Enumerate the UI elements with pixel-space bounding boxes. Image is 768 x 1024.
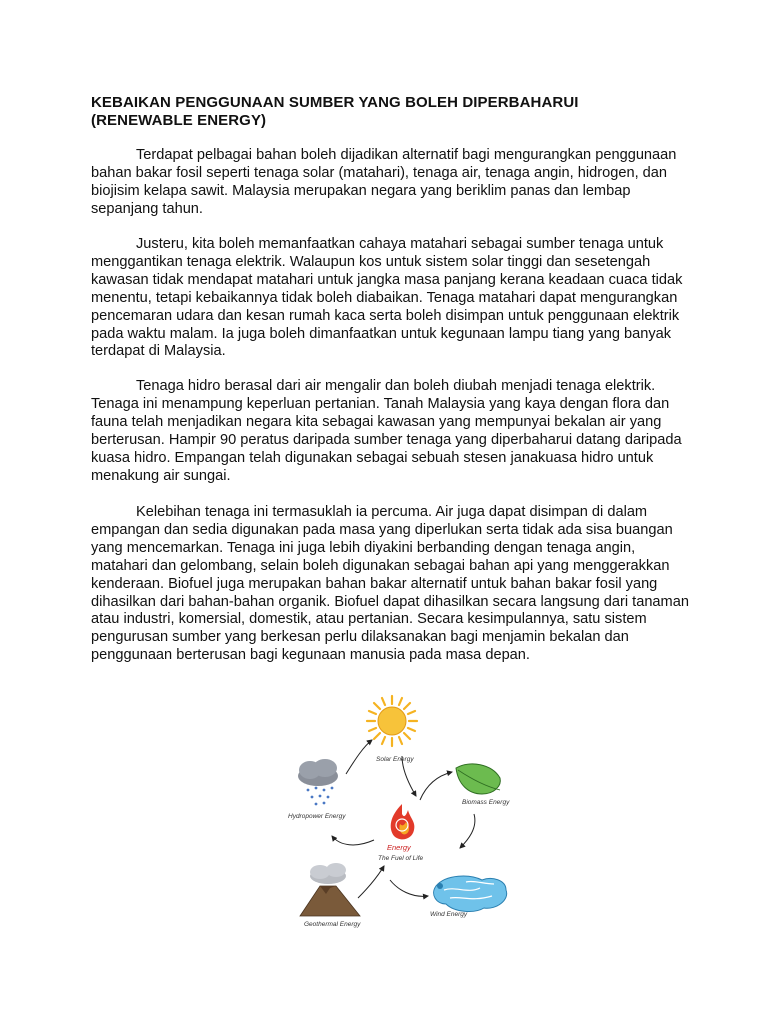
biomass-label: Biomass Energy (462, 799, 510, 806)
center-sublabel: The Fuel of Life (378, 855, 424, 862)
wind-icon (434, 876, 507, 911)
flame-icon (391, 804, 415, 839)
paragraph-3: Tenaga hidro berasal dari air mengalir dan boleh diubah menjadi tenaga elektrik. Tenaga ini menampung keperluan pertanian. Tanah Malaysia yang kaya dengan flora dan fauna telah menjadikan negara kita sebagai kawasan yang mempunyai bekalan air yang berterusan. Hampir 90 peratus daripada sumber tenaga yang diperbaharui datang daripada kuasa hidro. Empangan telah digunakan sebagai sebuah stesen janakuasa hidro untuk menakung air sungai. (91, 378, 682, 484)
sun-icon (367, 696, 417, 746)
arrow-geo-to-center (358, 866, 384, 898)
arrow-to-wind-bottom (390, 880, 428, 896)
renewable-energy-diagram (270, 690, 530, 940)
center-label: Energy (387, 843, 411, 852)
solar-label: Solar Energy (376, 756, 414, 763)
geothermal-label: Geothermal Energy (304, 921, 361, 928)
volcano-icon (300, 863, 360, 916)
paragraph-4: Kelebihan tenaga ini termasuklah ia percuma. Air juga dapat disimpan di dalam empangan dan sedia digunakan pada masa yang diperlukan serta tidak ada sisa buangan yang mencemarkan. Tenaga ini juga lebih diyakini berbanding dengan tenaga angin, matahari dan gelombang, selain boleh digunakan sebagai bahan api yang menggerakkan kenderaan. Biofuel juga merupakan bahan bakar alternatif untuk bahan bakar fosil yang dihasilkan dari bahan-bahan organik. Biofuel dapat dihasilkan secara langsung dari tanaman atau industri, komersial, domestik, atau pertanian. Secara kesimpulannya, satu sistem pengurusan sumber yang berkesan perlu dilaksanakan bagi menjamin bekalan dan penggunaan berterusan bagi kegunaan manusia pada masa depan. (91, 504, 689, 664)
hydro-label: Hydropower Energy (288, 813, 346, 820)
paragraph-2: Justeru, kita boleh memanfaatkan cahaya matahari sebagai sumber tenaga untuk menggantikan tenaga elektrik. Walaupun kos untuk sistem solar tinggi dan sesetengah kawasan tidak mendapat matahari untuk jangka masa panjang kerana keadaan cuaca tidak menentu, tetapi kebaikannya tidak boleh diabaikan. Tenaga matahari dapat mengurangkan pencemaran udara dan kesan rumah kaca serta boleh disimpan untuk penggunaan elektrik pada waktu malam. Ia juga boleh dimanfaatkan untuk kegunaan lampu tiang yang banyak terdapat di Malaysia. (91, 236, 683, 360)
arrow-hydro-to-sun (346, 740, 372, 774)
paragraph-1: Terdapat pelbagai bahan boleh dijadikan alternatif bagi mengurangkan penggunaan bahan bakar fosil seperti tenaga solar (matahari), tenaga air, tenaga angin, hidrogen, dan biojisim kelapa sawit. Malaysia merupakan negara yang beriklim panas dan lembap sepanjang tahun. (91, 147, 677, 217)
rain-cloud-icon (298, 759, 338, 805)
arrow-center-to-hydro (332, 836, 374, 845)
arrow-to-biomass (420, 772, 452, 800)
leaf-icon (456, 764, 500, 794)
wind-label: Wind Energy (430, 911, 468, 918)
title-line-2: (RENEWABLE ENERGY) (91, 112, 267, 129)
document-title (91, 94, 691, 130)
title-line-1: KEBAIKAN PENGGUNAAN SUMBER YANG BOLEH DIPERBAHARUI (91, 94, 579, 111)
arrow-to-wind (460, 814, 475, 848)
